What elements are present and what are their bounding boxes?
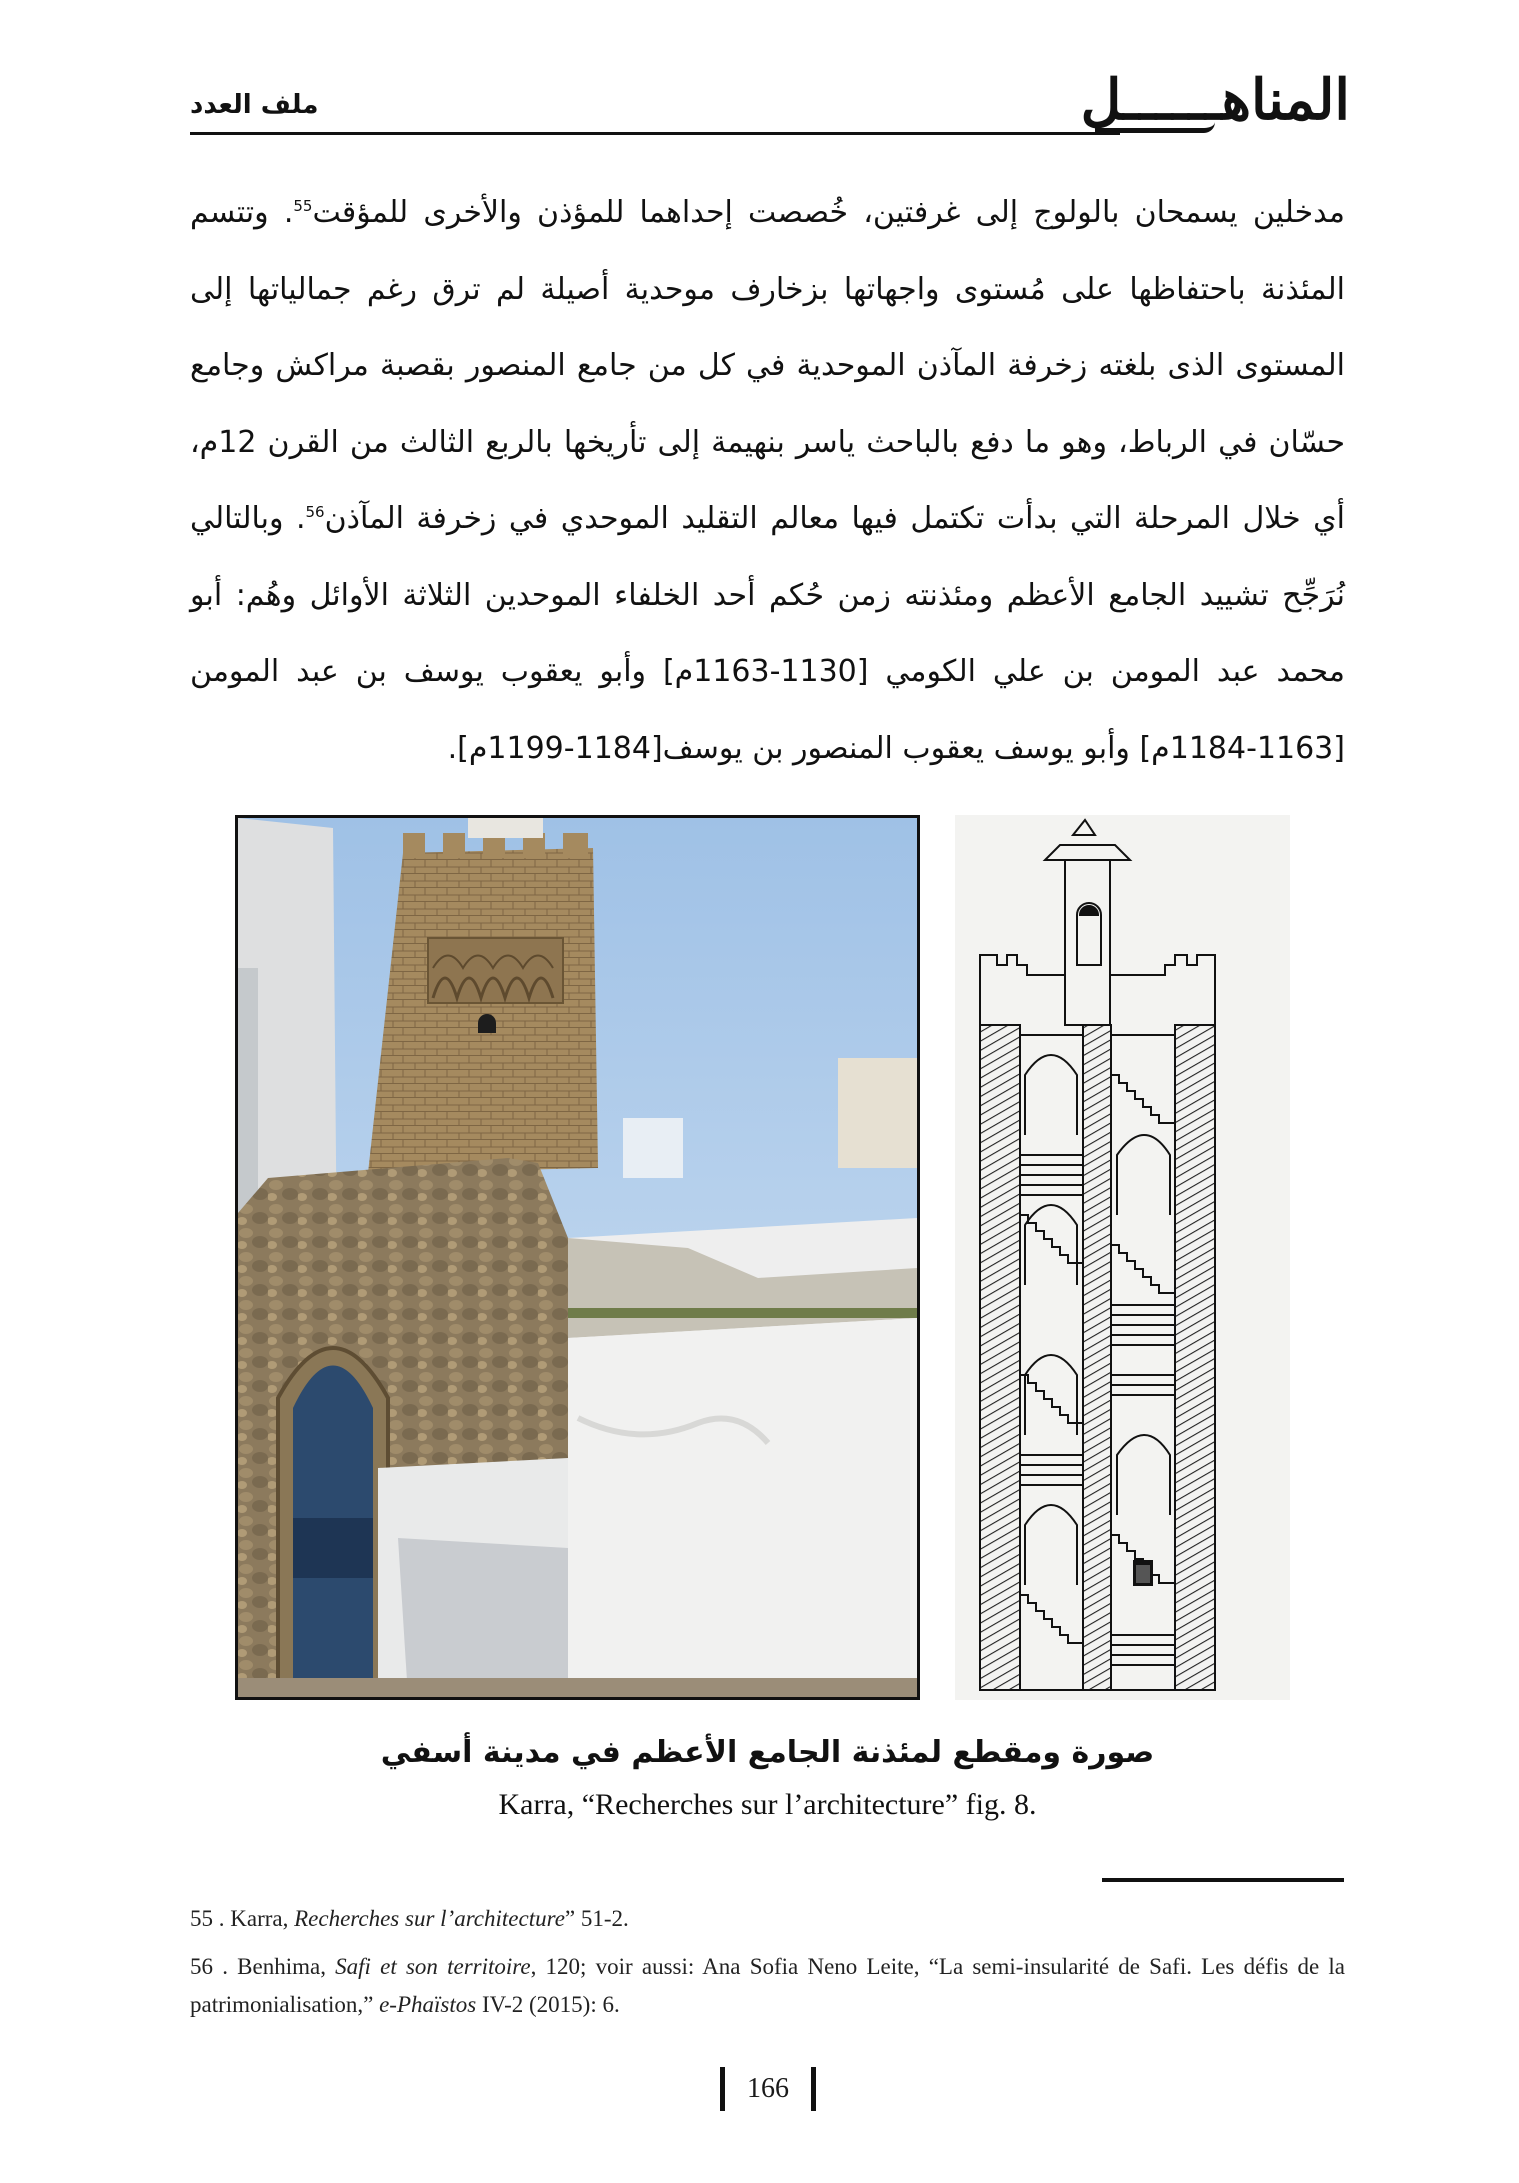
body-line: بالربع الثالث من القرن 12م، أي خلال المرحلة التي بدأت تكتمل فيها معالم التقليد <box>190 424 1345 536</box>
body-line: الموحدي في زخرفة المآذن <box>324 501 669 536</box>
page-number-bar <box>811 2067 816 2111</box>
body-paragraph: مدخلين يسمحان بالولوج إلى غرفتين، خُصصت إحداهما للمؤذن والأخرى للمؤقت$^{55}$. وتتسم المئذنة باحتفاظها على مُستوى واجهاتها بزخارف موحدية أصيلة لم ترق رغم جمالياتها إلى المستوى الذى بلغته زخرفة المآذن الموحدية في كل من جامع المنصور بقصبة مراكش وجامع حسّان في الرباط، وهو ما دفع بالباحث ياسر بنهيمة إلى تأريخها بالربع الثالث من القرن 12م، أي خلال المرحلة التي بدأت تكتمل فيها معالم التقليد الموحدي في زخرفة المآذن$^{56}$. وبالتالي نُرَجِّح تشييد الجامع الأعظم ومئذنته زمن حُكم أحد الخلفاء الموحدين الثلاثة الأوائل وهُم: أبو محمد عبد المومن بن علي الكومي [1130-1163م] وأبو يعقوب يوسف بن عبد المومن [1163-1184م] وأبو يوسف يعقوب المنصور بن يوسف[1184-1199م]. <box>190 195 1345 766</box>
footnote-journal: e-Phaïstos <box>379 1992 477 2017</box>
page-header <box>190 60 1350 140</box>
minaret-photo-image <box>238 818 917 1697</box>
footnote-ref-55[interactable]: 55 <box>293 197 313 215</box>
footnote-ref-56[interactable]: 56 <box>305 503 325 521</box>
body-line: [1130-1163م] وأبو يعقوب يوسف بن عبد المومن [1163-1184م] وأبو يوسف <box>190 654 1345 766</box>
figure-caption-arabic: صورة ومقطع لمئذنة الجامع الأعظم في مدينة أسفي <box>380 1735 1155 1770</box>
footnote-55: 55 . Karra, Recherches sur l’architecture” 51-2. <box>190 1906 629 1931</box>
page-number <box>718 2065 818 2113</box>
footnote-title: Safi et son territoire <box>335 1954 531 1979</box>
minaret-section-drawing <box>955 815 1290 1700</box>
footnote-number: 56 . <box>190 1954 228 1979</box>
minaret-section-image <box>955 815 1290 1700</box>
figure-caption-source: Karra, “Recherches sur l’architecture” fig. 8. <box>498 1788 1037 1821</box>
footnote-number: 55 . <box>190 1906 225 1931</box>
body-line: . وبالتالي نُرَجِّح تشييد الجامع الأعظم ومئذنته زمن حُكم <box>190 501 1345 613</box>
page-number-text: 166 <box>747 2073 789 2104</box>
section-label: ملف العدد <box>190 90 319 120</box>
footnotes <box>190 1900 1345 2034</box>
body-line: جمالياتها إلى المستوى الذى بلغته زخرفة المآذن الموحدية في كل من جامع المنصور <box>190 271 1345 383</box>
minaret-photo <box>235 815 920 1700</box>
footnote-title: Recherches sur l’architecture <box>294 1906 565 1931</box>
footnote-56: 56 . Benhima, Safi et son territoire, 120; voir aussi: Ana Sofia Neno Leite, “La semi-insularité de Safi. Les défis de la patrimonialisation,” e-Phaïstos IV-2 (2015): 6. <box>190 1954 1345 2017</box>
body-line: وتتسم المئذنة باحتفاظها على مُستوى واجهاتها بزخارف موحدية أصيلة لم ترق رغم <box>190 195 1345 307</box>
body-line: مدخلين يسمحان بالولوج إلى غرفتين، خُصصت إحداهما للمؤذن والأخرى للمؤقت <box>312 195 1345 230</box>
body-line: أحد الخلفاء الموحدين الثلاثة الأوائل وهُم: أبو محمد عبد المومن بن علي الكومي <box>190 577 1345 689</box>
body-line: يعقوب المنصور بن يوسف[1184-1199م]. <box>447 730 985 766</box>
footnote-rule <box>1102 1878 1344 1882</box>
body-line: بقصبة مراكش وجامع حسّان في الرباط، وهو ما دفع بالباحث ياسر بنهيمة إلى تأريخها <box>190 348 1345 460</box>
journal-logo: المناهــــــل <box>1080 67 1350 133</box>
header-rule <box>190 132 1120 135</box>
